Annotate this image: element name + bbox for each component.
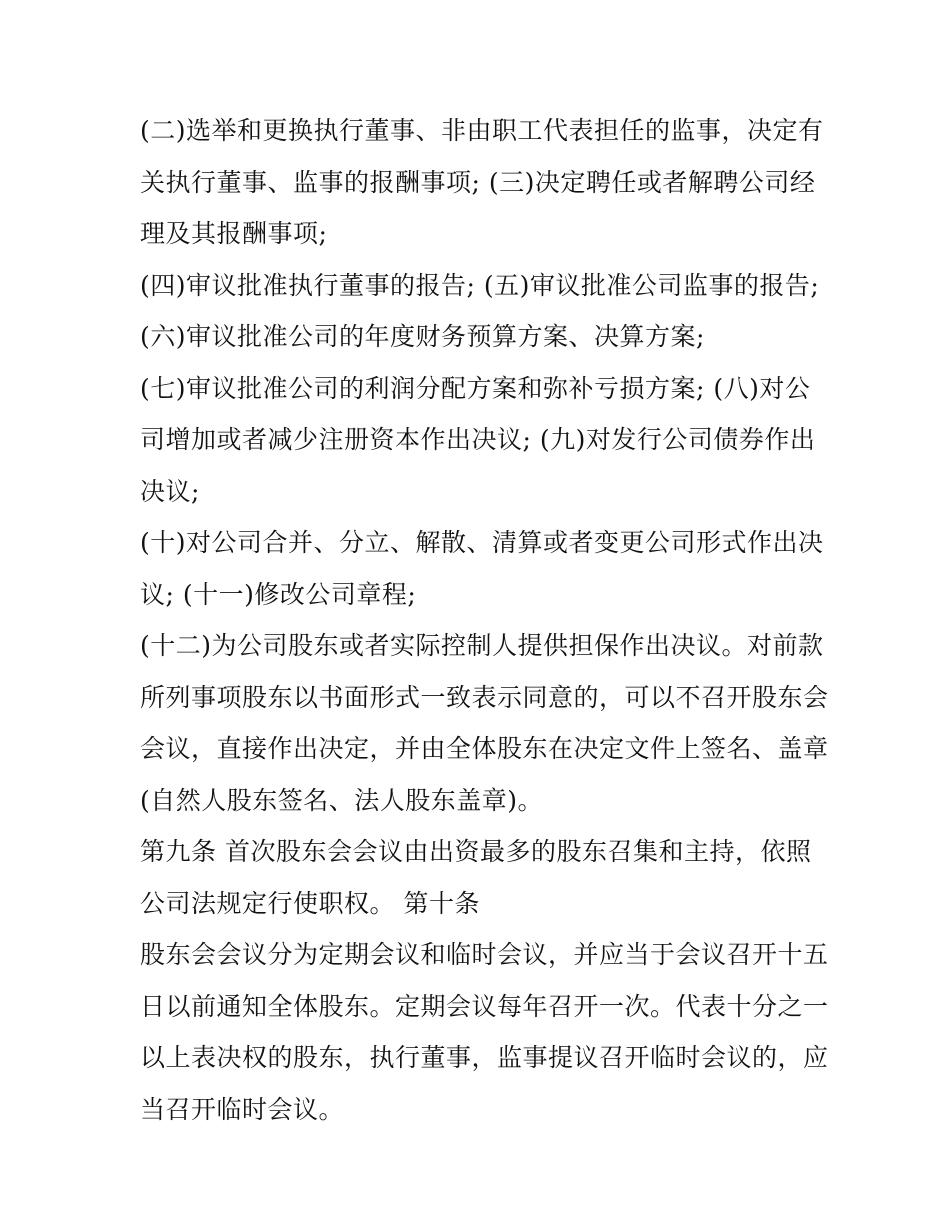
text-line: (二)选举和更换执行董事、非由职工代表担任的监事，决定有: [140, 116, 824, 145]
text-line: (十)对公司合并、分立、解散、清算或者变更公司形式作出决: [140, 528, 824, 557]
text-line: 理及其报酬事项;: [140, 219, 328, 248]
document-body: [140, 105, 830, 1135]
text-line: 当召开临时会议。: [140, 1094, 345, 1124]
text-line: (六)审议批准公司的年度财务预算方案、决算方案;: [140, 322, 705, 351]
text-line: 决议;: [140, 476, 200, 506]
text-line: 日以前通知全体股东。定期会议每年召开一次。代表十分之一: [140, 991, 829, 1021]
text-line: 议; (十一)修改公司章程;: [140, 579, 417, 609]
text-line: (四)审议批准执行董事的报告; (五)审议批准公司监事的报告;: [140, 270, 820, 300]
text-line: 股东会会议分为定期会议和临时会议，并应当于会议召开十五: [140, 940, 829, 969]
text-line: 会议，直接作出决定，并由全体股东在决定文件上签名、盖章: [140, 734, 829, 763]
text-line: 公司法规定行使职权。 第十条: [140, 888, 480, 918]
text-line: 关执行董事、监事的报酬事项; (三)决定聘任或者解聘公司经: [140, 167, 816, 197]
text-line: (十二)为公司股东或者实际控制人提供担保作出决议。对前款: [140, 631, 824, 660]
text-line: 司增加或者减少注册资本作出决议; (九)对发行公司债券作出: [140, 425, 816, 454]
text-line: 以上表决权的股东，执行董事，监事提议召开临时会议的，应: [140, 1043, 829, 1072]
text-line: (自然人股东签名、法人股东盖章)。: [140, 785, 544, 815]
text-line: 所列事项股东以书面形式一致表示同意的，可以不召开股东会: [140, 682, 829, 712]
text-line: 第九条 首次股东会会议由出资最多的股东召集和主持，依照: [140, 837, 812, 866]
text-line: (七)审议批准公司的利润分配方案和弥补亏损方案; (八)对公: [140, 373, 811, 403]
